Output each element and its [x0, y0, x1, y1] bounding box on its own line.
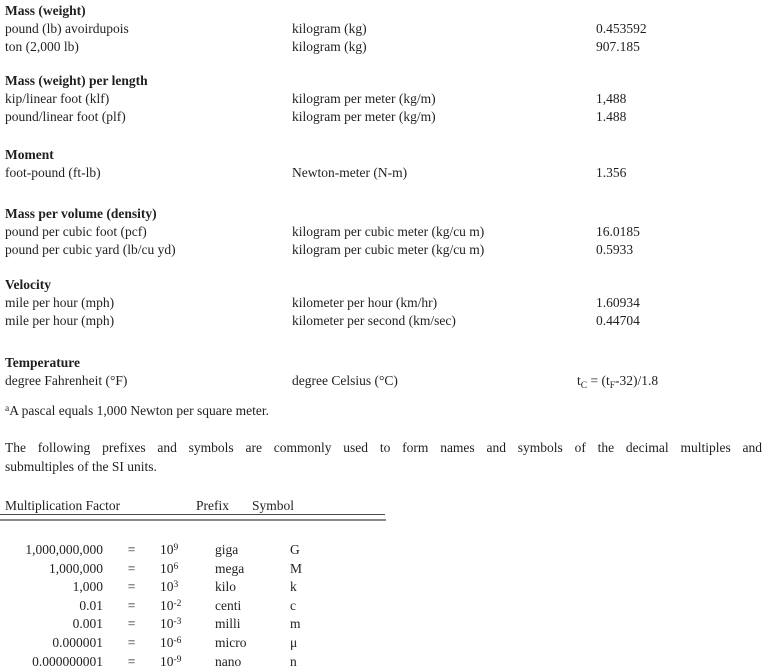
conversion-section-density	[5, 205, 763, 259]
subscript-c: C	[580, 381, 588, 391]
equals-sign: =	[127, 597, 136, 613]
exponent: 3	[173, 580, 179, 591]
conversion-row	[5, 223, 763, 241]
temperature-formula: $t_C = (t_F-32)/1.8$	[577, 373, 659, 391]
unit-to: kilogram per meter (kg/m)	[292, 91, 436, 106]
unit-from: degree Fahrenheit (°F)	[5, 373, 128, 388]
section-heading: Mass (weight)	[5, 3, 86, 18]
unit-from: mile per hour (mph)	[5, 313, 115, 328]
prefix-table-row	[0, 597, 330, 616]
prefix-symbol: M	[290, 560, 303, 576]
unit-to: kilogram per cubic meter (kg/cu m)	[292, 224, 485, 239]
conversion-row	[5, 312, 763, 330]
prefix-symbol: c	[290, 597, 296, 613]
section-heading: Mass per volume (density)	[5, 206, 157, 221]
unit-to: Newton-meter (N-m)	[292, 165, 408, 180]
exponent: -3	[173, 617, 182, 628]
power-of-ten: $10^6$	[160, 560, 179, 576]
power-of-ten: $10^{-3}$	[160, 616, 182, 632]
exponent: 6	[173, 561, 179, 572]
conversion-row	[5, 20, 763, 38]
prefix-name: centi	[215, 597, 242, 613]
prefix-symbol: k	[290, 579, 297, 595]
unit-to: kilogram (kg)	[292, 21, 367, 36]
prefix-table-row	[0, 653, 330, 669]
conversion-section-temperature	[5, 354, 763, 390]
footnote-text: A pascal equals 1,000 Newton per square meter.	[9, 403, 270, 418]
unit-from: pound per cubic foot (pcf)	[5, 224, 147, 239]
prefix-table-row	[0, 634, 330, 653]
prefix-name: giga	[215, 542, 239, 557]
prefix-table-row	[0, 541, 330, 560]
prefix-symbol: n	[290, 653, 297, 669]
factor-value: 0.001	[72, 616, 103, 632]
equals-sign: =	[127, 579, 136, 595]
prefix-table-header	[0, 497, 385, 515]
conversion-factor: 1,488	[596, 91, 627, 106]
exponent: -9	[173, 654, 182, 665]
unit-to: kilometer per hour (km/hr)	[292, 295, 438, 310]
paragraph-line: The following prefixes and symbols are commonly used to form names and symbols of the decimal multiples and	[5, 440, 762, 455]
unit-to: kilogram (kg)	[292, 39, 367, 54]
header-symbol: Symbol	[252, 498, 295, 513]
unit-from: pound/linear foot (plf)	[5, 109, 126, 124]
conversion-factor: 0.44704	[596, 313, 640, 328]
prefix-intro-paragraph	[5, 438, 762, 476]
prefix-symbol: μ	[290, 634, 298, 650]
conversion-factor: 1.488	[596, 109, 627, 124]
equals-sign: =	[127, 560, 136, 576]
prefix-symbol: m	[290, 616, 301, 632]
prefix-name: kilo	[215, 579, 237, 595]
equals-sign: =	[127, 634, 136, 650]
section-heading: Temperature	[5, 355, 80, 370]
conversion-section-mass-per-length	[5, 72, 763, 126]
unit-from: foot-pound (ft-lb)	[5, 165, 101, 180]
unit-from: pound (lb) avoirdupois	[5, 21, 129, 36]
equals-sign: =	[127, 542, 136, 557]
section-heading: Mass (weight) per length	[5, 73, 148, 88]
table-rule	[0, 519, 386, 521]
paragraph-line: submultiples of the SI units.	[5, 459, 157, 474]
factor-value: 1,000	[72, 579, 103, 595]
factor-value: 0.000001	[52, 634, 103, 650]
prefix-name: micro	[215, 634, 247, 650]
unit-to: kilometer per second (km/sec)	[292, 313, 456, 328]
unit-to: kilogram per meter (kg/m)	[292, 109, 436, 124]
prefix-table-row	[0, 560, 330, 579]
header-prefix: Prefix	[196, 498, 229, 513]
prefix-table-row	[0, 615, 330, 634]
factor-value: 0.01	[79, 597, 103, 613]
conversion-factor: 907.185	[596, 39, 640, 54]
unit-from: mile per hour (mph)	[5, 295, 115, 310]
prefix-symbol: G	[290, 542, 300, 557]
unit-from: ton (2,000 lb)	[5, 39, 79, 54]
unit-to: degree Celsius (°C)	[292, 373, 398, 388]
conversion-row	[5, 294, 763, 312]
section-heading: Velocity	[5, 277, 51, 292]
header-multiplication-factor: Multiplication Factor	[5, 498, 121, 513]
power-of-ten: $10^3$	[160, 579, 179, 595]
conversion-factor: 0.453592	[596, 21, 647, 36]
conversion-row	[5, 38, 763, 56]
unit-from: kip/linear foot (klf)	[5, 91, 110, 106]
power-of-ten: $10^{-9}$	[160, 653, 182, 669]
subscript-f: F	[609, 381, 616, 391]
equals-sign: =	[127, 653, 136, 669]
factor-value: 1,000,000,000	[25, 542, 103, 557]
conversion-row	[5, 90, 763, 108]
conversion-row	[5, 241, 763, 259]
exponent: -2	[173, 598, 182, 609]
prefix-table	[0, 541, 330, 669]
factor-value: 0.000000001	[32, 653, 103, 669]
prefix-table-row	[0, 578, 330, 597]
unit-to: kilogram per cubic meter (kg/cu m)	[292, 242, 485, 257]
footnote	[5, 402, 269, 420]
footnote-marker: a	[5, 404, 10, 414]
conversion-factor: 1.60934	[596, 295, 640, 310]
prefix-name: mega	[215, 560, 245, 576]
unit-from: pound per cubic yard (lb/cu yd)	[5, 242, 176, 257]
power-of-ten: $10^{-2}$	[160, 597, 182, 613]
conversion-row	[5, 372, 763, 390]
conversion-section-moment	[5, 146, 763, 182]
conversion-section-mass	[5, 2, 763, 56]
equals-sign: =	[127, 616, 136, 632]
exponent: 9	[173, 543, 179, 553]
prefix-name: milli	[215, 616, 241, 632]
section-heading: Moment	[5, 147, 54, 162]
conversion-row	[5, 108, 763, 126]
exponent: -6	[173, 635, 182, 646]
conversion-factor: 1.356	[596, 165, 627, 180]
prefix-name: nano	[215, 653, 242, 669]
conversion-factor: 16.0185	[596, 224, 640, 239]
conversion-section-velocity	[5, 276, 763, 330]
factor-value: 1,000,000	[49, 560, 103, 576]
power-of-ten: $10^{-6}$	[160, 634, 182, 650]
conversion-factor: 0.5933	[596, 242, 634, 257]
power-of-ten: $10^9$	[160, 542, 179, 557]
conversion-row	[5, 164, 763, 182]
